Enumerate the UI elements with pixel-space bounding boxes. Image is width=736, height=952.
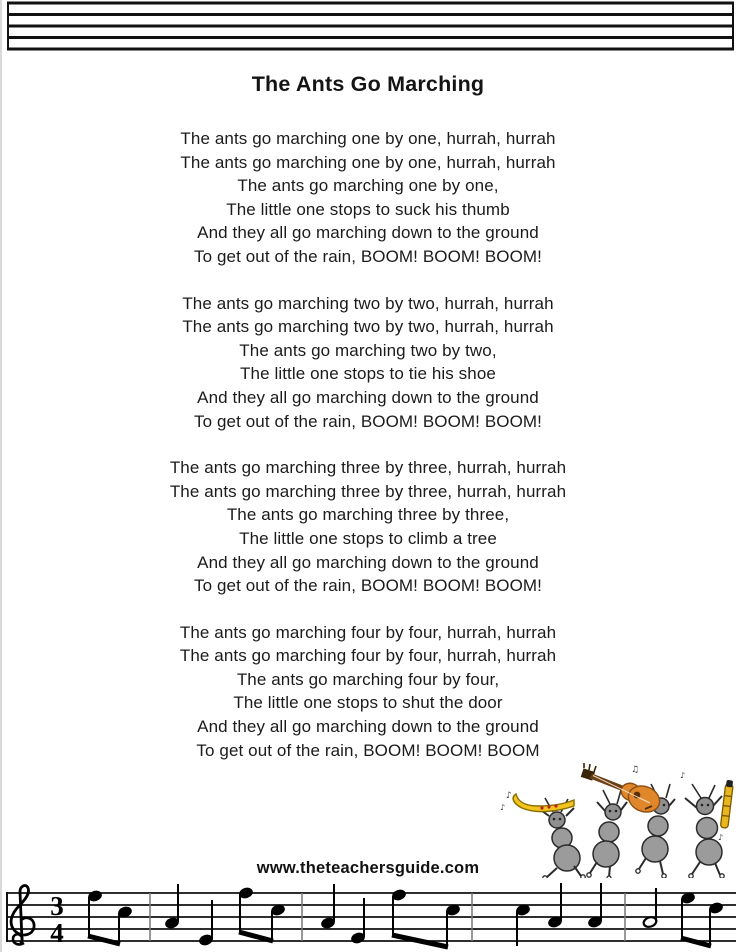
lyric-line: The little one stops to tie his shoe: [240, 364, 496, 384]
music-note-icon: ♪: [680, 771, 686, 780]
clarinet-icon: [720, 780, 733, 829]
verse-3: [0, 456, 736, 598]
lyric-line: The ants go marching one by one,: [237, 176, 499, 196]
page-title: The Ants Go Marching: [251, 72, 485, 96]
lyric-line: The ants go marching two by two, hurrah, hurrah: [182, 293, 554, 313]
lyric-line: The ants go marching three by three,: [226, 505, 510, 525]
lyric-line: The ants go marching four by four, hurrah, hurrah: [179, 646, 557, 666]
lyric-line: To get out of the rain, BOOM! BOOM! BOOM!: [194, 576, 542, 596]
top-staff-lines: [7, 3, 734, 49]
lyric-line: The ants go marching three by three, hurrah, hurrah: [169, 458, 567, 478]
lyric-line: The ants go marching three by three, hurrah, hurrah: [169, 481, 567, 501]
bottom-staff: [0, 880, 736, 952]
lyric-line: To get out of the rain, BOOM! BOOM! BOOM!: [194, 411, 542, 431]
music-note-icon: ♫: [631, 765, 640, 775]
lyric-line: And they all go marching down to the ground: [197, 717, 539, 737]
lyric-line: The ants go marching four by four,: [236, 669, 500, 689]
lyric-line: The ants go marching two by two, hurrah, hurrah: [182, 317, 554, 337]
verse-2: [0, 292, 736, 434]
antennae: [603, 790, 621, 804]
lyric-line: The ants go marching two by two,: [239, 340, 497, 360]
top-staff: [0, 0, 736, 54]
lyric-line: To get out of the rain, BOOM! BOOM! BOOM: [196, 740, 540, 760]
music-note-icon: ♪: [500, 803, 506, 812]
lyric-line: And they all go marching down to the ground: [197, 223, 539, 243]
time-signature-top: 3: [50, 891, 64, 921]
verse-1: [0, 127, 736, 269]
music-note-icon: ♪: [506, 791, 512, 801]
lyric-line: To get out of the rain, BOOM! BOOM! BOOM!: [194, 246, 542, 266]
music-note-icon: ♪: [718, 833, 724, 842]
lyric-line: And they all go marching down to the ground: [197, 552, 539, 572]
time-signature-bottom: 4: [50, 918, 64, 948]
lyric-line: The little one stops to shut the door: [233, 693, 503, 713]
lyric-line: The little one stops to climb a tree: [239, 528, 497, 548]
lyric-line: The ants go marching one by one, hurrah, hurrah: [180, 129, 556, 148]
antennae: [692, 784, 715, 798]
bottom-staff-lines: [6, 893, 736, 941]
website-url: www.theteachersguide.com: [256, 859, 480, 877]
lyrics: [0, 127, 736, 785]
lyric-line: The ants go marching one by one, hurrah, hurrah: [180, 152, 556, 172]
lyric-line: The little one stops to suck his thumb: [226, 199, 510, 219]
lyric-line: The ants go marching four by four, hurrah, hurrah: [179, 622, 557, 642]
lyric-line: And they all go marching down to the ground: [197, 387, 539, 407]
saxophone-icon: [513, 794, 574, 812]
treble-clef-icon: [11, 885, 34, 944]
verse-4: [0, 621, 736, 763]
